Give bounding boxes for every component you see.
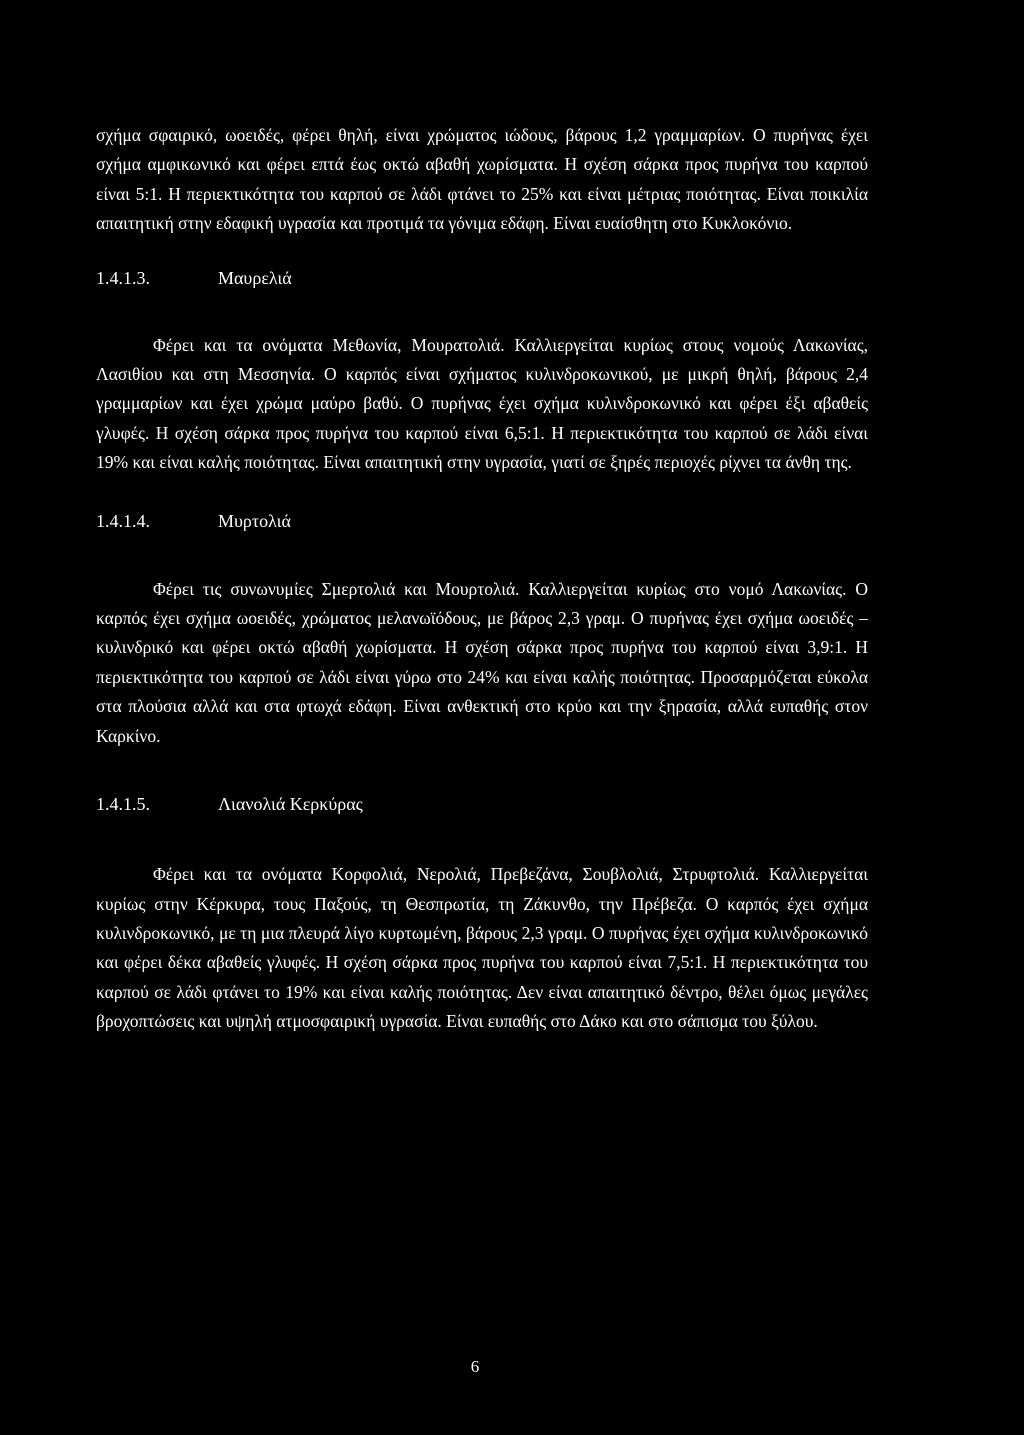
section-number: 1.4.1.5. [96, 794, 150, 815]
section-title: Μαυρελιά [218, 267, 292, 288]
page-number [0, 1357, 1024, 1377]
section-paragraph-lianolia-kerkyras: Φέρει και τα ονόματα Κορφολιά, Νερολιά, Πρεβεζάνα, Σουβλολιά, Στρυφτολιά. Καλλιεργείται κυρίως στην Κέρκυρα, τους Παξούς, τη Θεσπρωτία, τη Ζάκυνθο, την Πρέβεζα. Ο καρπός έχει σχήμα κυλινδροκωνικό, με τη μια πλευρά λίγο κυρτωμένη, βάρους 2,3 γραμ. Ο πυρήνας έχει σχήμα κυλινδροκωνικό και φέρει δέκα αβαθείς γλυφές. Η σχέση σάρκα προς πυρήνα του καρπού είναι 7,5:1. Η περιεκτικότητα του καρπού σε λάδι φτάνει το 19% και είναι καλής ποιότητας. Δεν είναι απαιτητικό δέντρο, θέλει όμως μεγάλες βροχοπτώσεις και υψηλή ατμοσφαιρική υγρασία. Είναι ευπαθής στο Δάκο και στο σάπισμα του ξύλου. [96, 864, 868, 1032]
section-heading-mavrelia [96, 265, 868, 291]
document-page [96, 121, 868, 1037]
section-paragraph-myrtolia: Φέρει τις συνωνυμίες Σμερτολιά και Μουρτολιά. Καλλιεργείται κυρίως στο νομό Λακωνίας. Ο καρπός έχει σχήμα ωοειδές, χρώματος μελανωϊόδους, με βάρος 2,3 γραμ. Ο πυρήνας έχει σχήμα ωοειδές – κυλινδρικό και φέρει οκτώ αβαθή χωρίσματα. Η σχέση σάρκα προς πυρήνα του καρπού είναι 3,9:1. Η περιεκτικότητα του καρπού σε λάδι είναι γύρω στο 24% και είναι καλής ποιότητας. Προσαρμόζεται εύκολα στα πλούσια αλλά και στα φτωχά εδάφη. Είναι ανθεκτική στο κρύο και την ξηρασία, αλλά ευπαθής στον Καρκίνο. [96, 578, 868, 746]
intro-paragraph: σχήμα σφαιρικό, ωοειδές, φέρει θηλή, είναι χρώματος ιώδους, βάρους 1,2 γραμμαρίων. Ο πυρήνας έχει σχήμα αμφικωνικό και φέρει επτά έως οκτώ αβαθή χωρίσματα. Η σχέση σάρκα προς πυρήνα του καρπού είναι 5:1. Η περιεκτικότητα του καρπού σε λάδι φτάνει το 25% και είναι μέτριας ποιότητας. Είναι ποικιλία απαιτητική στην εδαφική υγρασία και προτιμά τα γόνιμα εδάφη. Είναι ευαίσθητη στο Κυκλοκόνιο. [96, 125, 868, 234]
section-title: Λιανολιά Κερκύρας [218, 794, 363, 815]
section-heading-myrtolia [96, 508, 868, 534]
page-number-text: 6 [470, 1357, 480, 1376]
section-title: Μυρτολιά [218, 510, 291, 531]
section-paragraph-mavrelia: Φέρει και τα ονόματα Μεθωνία, Μουρατολιά. Καλλιεργείται κυρίως στους νομούς Λακωνίας, Λασιθίου και στη Μεσσηνία. Ο καρπός είναι σχήματος κυλινδροκωνικού, με μικρή θηλή, βάρους 2,4 γραμμαρίων και έχει χρώμα μαύρο βαθύ. Ο πυρήνας έχει σχήμα κυλινδροκωνικό και φέρει έξι αβαθείς γλυφές. Η σχέση σάρκα προς πυρήνα του καρπού είναι 6,5:1. Η περιεκτικότητα του καρπού σε λάδι είναι 19% και είναι καλής ποιότητας. Είναι απαιτητική στην υγρασία, γιατί σε ξηρές περιοχές ρίχνει τα άνθη της. [96, 334, 868, 473]
section-heading-lianolia-kerkyras [96, 791, 868, 817]
section-number: 1.4.1.3. [96, 267, 150, 288]
section-number: 1.4.1.4. [96, 510, 150, 531]
